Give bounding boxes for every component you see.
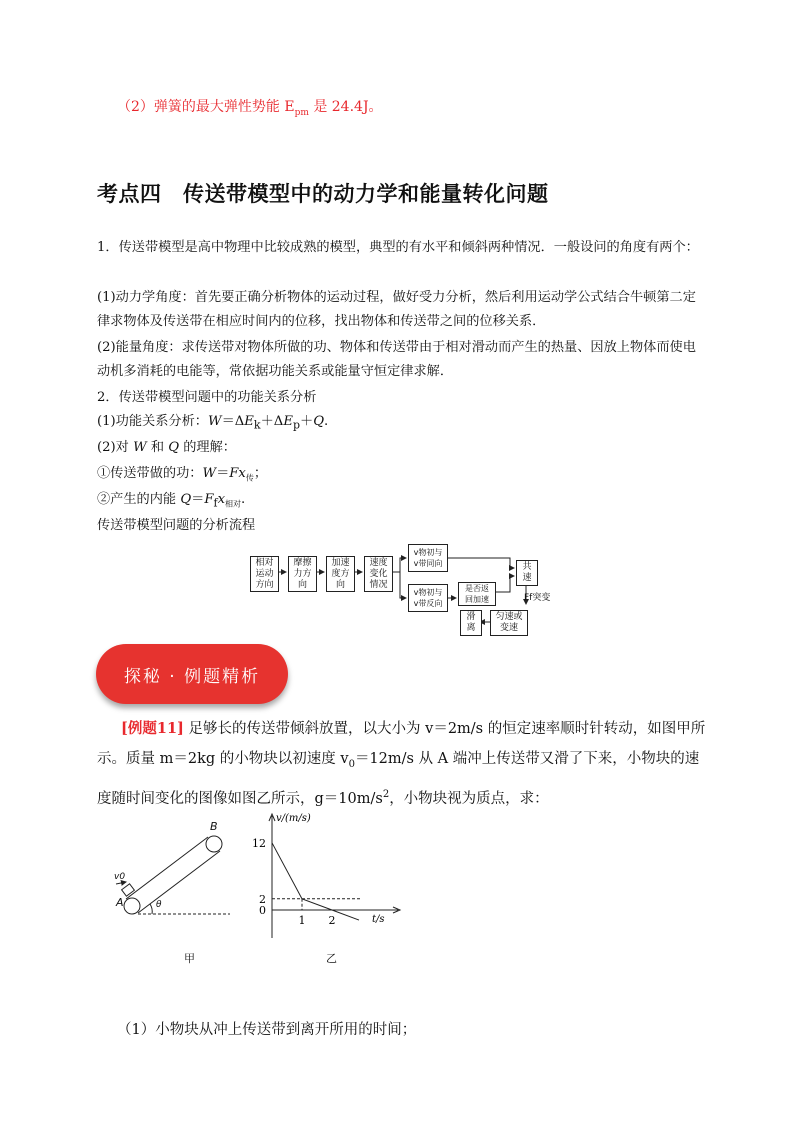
figure-a [110, 820, 240, 966]
answer-line [117, 96, 383, 118]
flowchart [240, 542, 570, 644]
paragraph-3: (2)能量角度：求传送带对物体所做的功、物体和传送带由于相对滑动而产生的热量、因放上物体而使电动机多消耗的电能等，常依据功能关系或能量守恒定律求解． [97, 340, 696, 379]
var-x: x [217, 492, 225, 507]
belt-top [126, 837, 208, 899]
example-text-2: ＝12m/s 从 A 端冲上传送带又滑了下来，小物块的速度随时间变化的图像如图乙所示，g＝10m/s [97, 751, 700, 807]
text: 和 [146, 440, 169, 455]
formula-line-1 [97, 410, 707, 438]
sub-k: k [253, 418, 261, 432]
flow-box-same-direction: v物初与 v带同向 [408, 544, 448, 572]
var-E: E [283, 414, 293, 429]
op: ＝ [191, 492, 205, 507]
formula-3-label: ①传送带做的功： [97, 466, 203, 481]
paragraph-4: 2．传送带模型问题中的功能关系分析 [97, 390, 317, 405]
flow-box-velocity-change: 速度 变化 情况 [364, 556, 393, 592]
vt-chart [248, 810, 408, 950]
paragraph-2: (1)动力学角度：首先要正确分析物体的运动过程，做好受力分析，然后利用运动学公式结合牛顿第二定律求物体及传送带在相应时间内的位移，找出物体和传送带之间的位移关系． [97, 290, 696, 329]
figure-b [248, 810, 408, 970]
label-v0: v0 [114, 872, 126, 882]
velocity-line [272, 843, 359, 920]
var-F: F [229, 466, 239, 481]
var-Q: Q [313, 414, 324, 429]
example-text-3: ，小物块视为质点，求： [389, 790, 549, 807]
example-sup: 2 [382, 788, 390, 800]
example-tag: [例题11] [121, 720, 184, 737]
text: ； [253, 466, 268, 481]
sub-f: f [213, 496, 218, 510]
belt-bottom [138, 851, 220, 913]
paragraph-1: 1．传送带模型是高中物理中比较成熟的模型，典型的有水平和倾斜两种情况．一般设问的角度有两个： [97, 240, 699, 255]
var-E: E [244, 414, 254, 429]
caption-b: 乙 [326, 952, 337, 965]
text: . [241, 492, 246, 507]
label-theta: θ [156, 900, 162, 910]
answer-subscript: pm [294, 107, 309, 118]
op: ＝ [216, 466, 230, 481]
label-B: B [210, 820, 218, 833]
label-A: A [116, 896, 124, 909]
y-tick-label: 0 [259, 904, 266, 917]
caption-a: 甲 [184, 952, 195, 965]
example-v0-sub: 0 [348, 758, 355, 770]
flow-title: 传送带模型问题的分析流程 [97, 518, 256, 533]
var-W: W [208, 414, 222, 429]
x-axis-label: t/s [372, 914, 385, 925]
y-tick-label: 12 [252, 836, 266, 850]
example-text-1: 足够长的传送带倾斜放置，以大小为 v＝2m/s 的恒定速率顺时针转动，如图甲所示。质量 m＝2kg 的小物块以初速度 v [97, 721, 706, 767]
angle-arc [150, 904, 152, 914]
answer-text: （2）弹簧的最大弹性势能 E [117, 99, 295, 115]
flow-box-relative-motion: 相对 运动 方向 [250, 556, 279, 592]
v0-arrow [116, 882, 126, 884]
flow-box-uniform-or-variable: 匀速或 变速 [490, 610, 528, 636]
op: ＋Δ [260, 414, 284, 429]
formula-2-label: (2)对 [97, 440, 134, 455]
formula-line-2 [97, 436, 707, 460]
flow-box-return-accelerate: 是否返 回加速 [458, 582, 496, 606]
var-F: F [204, 492, 214, 507]
y-tick-label: 2 [259, 892, 266, 906]
example-banner: 探秘 · 例题精析 [96, 644, 288, 704]
formula-line-3 [97, 462, 707, 491]
var-Q: Q [180, 492, 192, 507]
var-W: W [202, 466, 217, 481]
x-tick-label: 1 [298, 914, 306, 927]
x-tick-label: 2 [328, 914, 336, 927]
op: ＋ [300, 414, 314, 429]
y-axis-label: v/(m/s) [276, 813, 311, 824]
var-Q: Q [168, 440, 180, 455]
flow-box-friction: 摩擦 力方 向 [288, 556, 317, 592]
flow-label-friction-jump: Ff突变 [524, 593, 551, 603]
flow-box-acceleration: 加速 度方 向 [326, 556, 355, 592]
op: . [324, 414, 329, 429]
answer-value: 是 24.4J。 [308, 99, 383, 115]
flow-box-slide-off: 滑 离 [460, 610, 482, 636]
sub-p: p [292, 418, 300, 432]
var-x: x [238, 466, 246, 481]
pulley-b [206, 836, 222, 852]
text: 的理解： [179, 440, 236, 455]
example-problem [97, 714, 709, 814]
formula-1-label: (1)功能关系分析： [97, 414, 208, 429]
conveyor-diagram [110, 826, 240, 936]
flow-box-common-speed: 共 速 [516, 560, 538, 586]
formula-4-label: ②产生的内能 [97, 492, 181, 507]
sub-chuan: 传 [245, 473, 254, 483]
flow-box-opposite-direction: v物初与 v带反向 [408, 584, 448, 612]
question-1: （1）小物块从冲上传送带到离开所用的时间； [117, 1022, 417, 1038]
pulley-a [124, 898, 140, 914]
sub-xiangdui: 相对 [225, 499, 241, 509]
var-W: W [133, 440, 147, 455]
op: ＝Δ [221, 414, 245, 429]
formula-line-4 [97, 488, 707, 517]
section-heading: 考点四 传送带模型中的动力学和能量转化问题 [97, 182, 549, 206]
